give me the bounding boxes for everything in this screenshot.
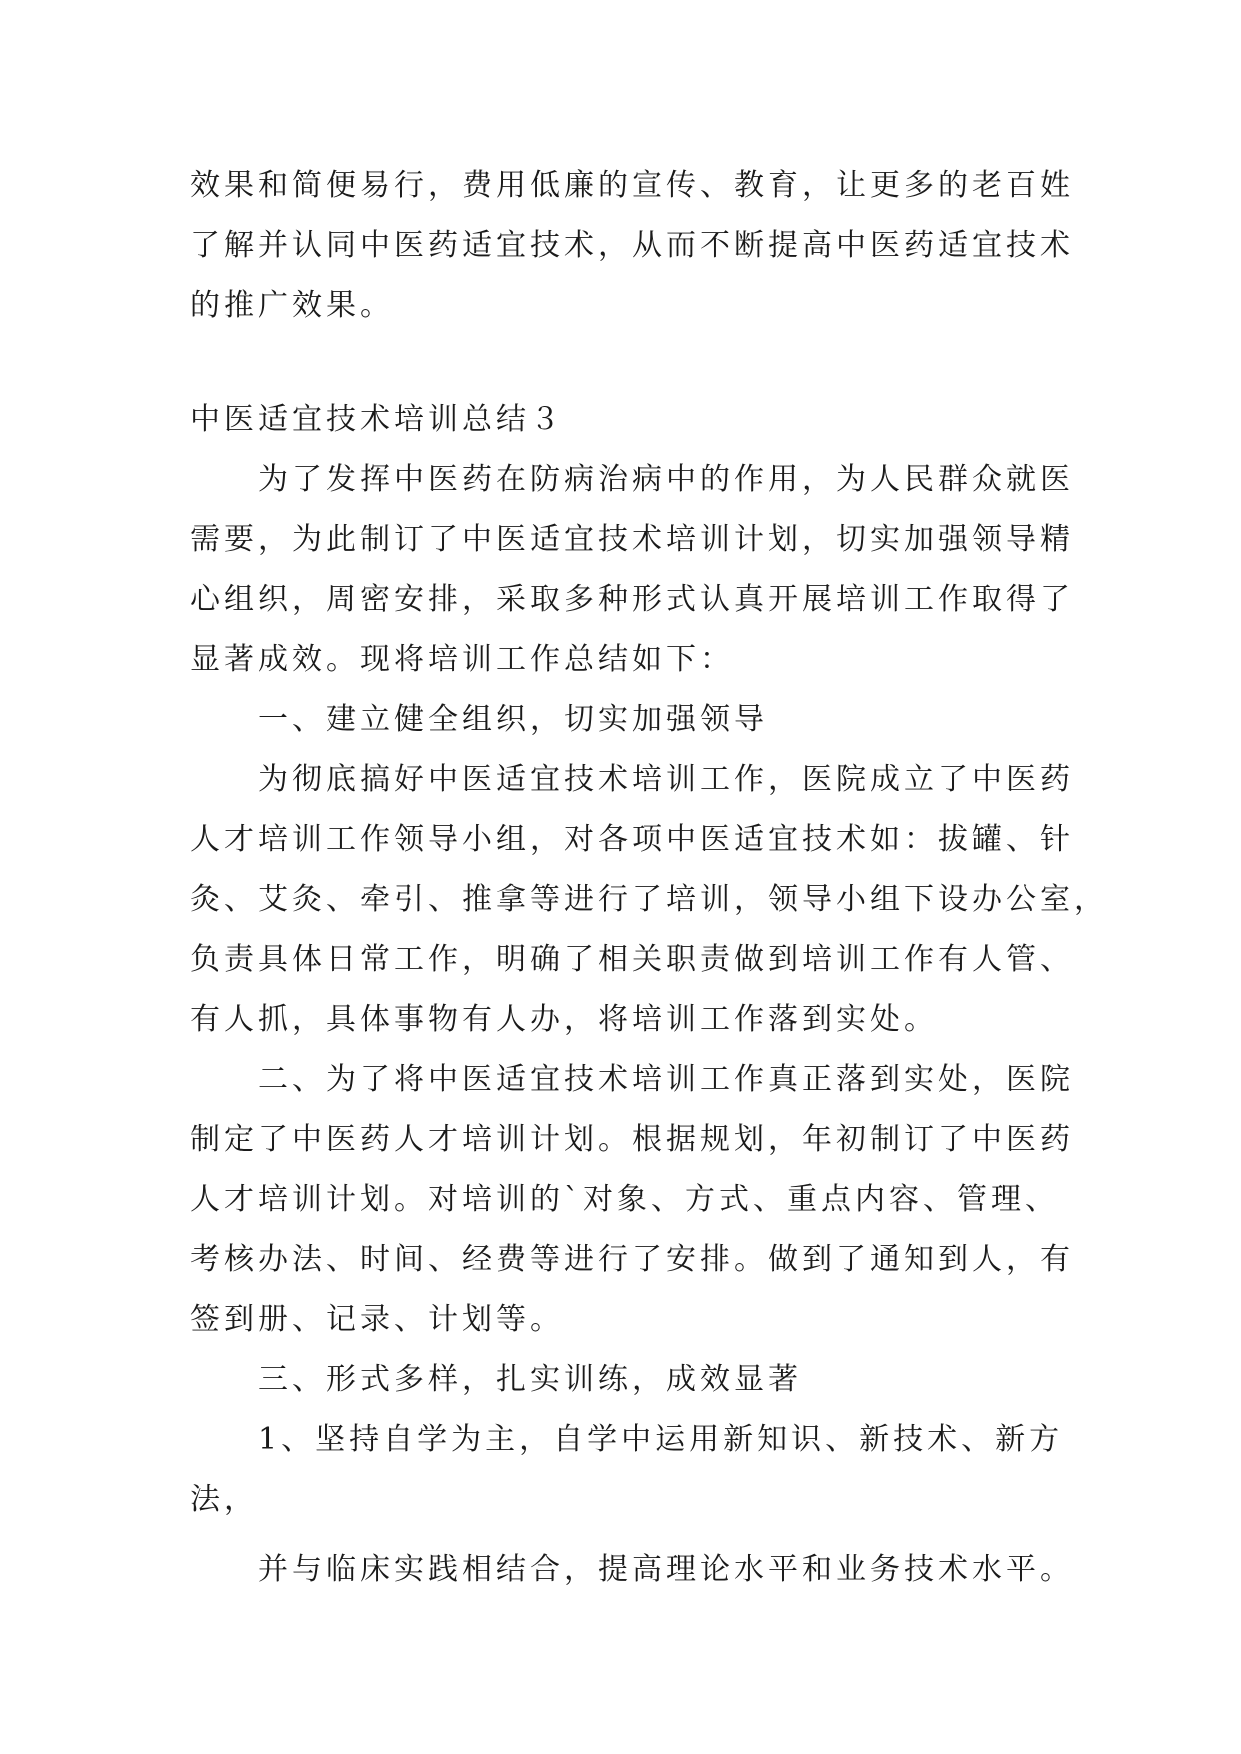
paragraph-line: 了解并认同中医药适宜技术，从而不断提高中医药适宜技术 [190, 228, 1074, 263]
paragraph-line: 人才培训计划。对培训的`对象、方式、重点内容、管理、 [190, 1182, 1059, 1217]
paragraph-line: 有人抓，具体事物有人办，将培训工作落到实处。 [190, 1002, 938, 1037]
paragraph-line: 签到册、记录、计划等。 [190, 1302, 564, 1337]
paragraph-line: 法， [190, 1482, 258, 1517]
paragraph-line: 1、坚持自学为主，自学中运用新知识、新技术、新方 [258, 1422, 1064, 1457]
section-title: 中医适宜技术培训总结３ [190, 402, 564, 437]
paragraph-line: 二、为了将中医适宜技术培训工作真正落到实处，医院 [258, 1062, 1074, 1097]
paragraph-line: 考核办法、时间、经费等进行了安排。做到了通知到人，有 [190, 1242, 1074, 1277]
paragraph-line: 心组织，周密安排，采取多种形式认真开展培训工作取得了 [190, 582, 1074, 617]
paragraph-line: 灸、艾灸、牵引、推拿等进行了培训，领导小组下设办公室， [190, 882, 1108, 917]
paragraph-line: 效果和简便易行，费用低廉的宣传、教育，让更多的老百姓 [190, 168, 1074, 203]
paragraph-line: 需要，为此制订了中医适宜技术培训计划，切实加强领导精 [190, 522, 1074, 557]
subheading: 一、建立健全组织，切实加强领导 [258, 702, 768, 737]
paragraph-line: 为了发挥中医药在防病治病中的作用，为人民群众就医 [258, 462, 1074, 497]
paragraph-line: 人才培训工作领导小组，对各项中医适宜技术如：拔罐、针 [190, 822, 1074, 857]
paragraph-line: 并与临床实践相结合，提高理论水平和业务技术水平。 [258, 1552, 1074, 1587]
paragraph-line: 的推广效果。 [190, 288, 394, 323]
subheading: 三、形式多样，扎实训练，成效显著 [258, 1362, 802, 1397]
paragraph-line: 制定了中医药人才培训计划。根据规划，年初制订了中医药 [190, 1122, 1074, 1157]
paragraph-line: 为彻底搞好中医适宜技术培训工作，医院成立了中医药 [258, 762, 1074, 797]
paragraph-line: 显著成效。现将培训工作总结如下： [190, 642, 734, 677]
paragraph-line: 负责具体日常工作，明确了相关职责做到培训工作有人管、 [190, 942, 1074, 977]
